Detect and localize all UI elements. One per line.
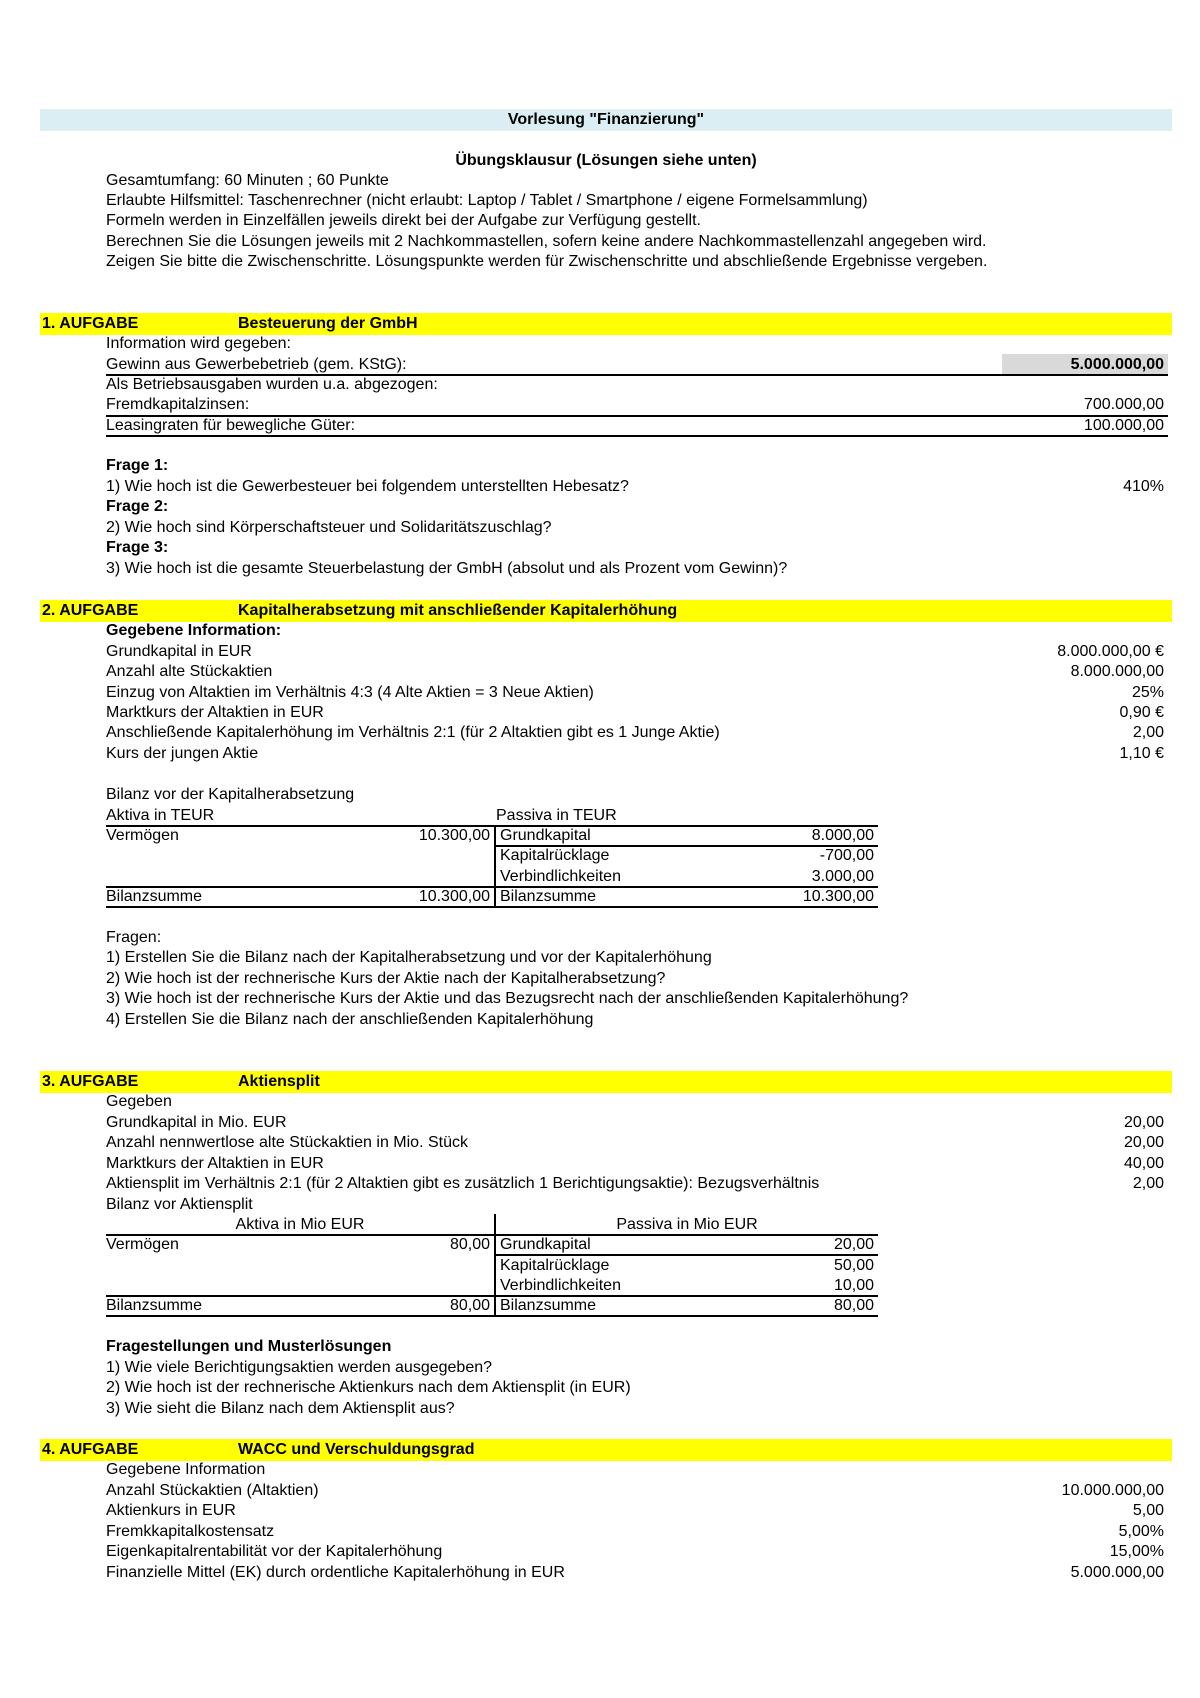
a1-leasing-label: Leasingraten für bewegliche Güter: [106, 417, 356, 434]
a3-passiva-head: Passiva in Mio EUR [616, 1216, 758, 1233]
a4-info: Gegebene Information [106, 1461, 266, 1478]
a4-row-label: Fremkkapitalkostensatz [106, 1523, 275, 1540]
a4-row-label: Anzahl Stückaktien (Altaktien) [106, 1482, 319, 1499]
a1-gewinn-value: 5.000.000,00 [1070, 356, 1164, 373]
bilanz-top-line [106, 825, 878, 827]
a3-row-value: 2,00 [1132, 1175, 1164, 1192]
a3-summe-aktiva-value: 80,00 [449, 1297, 490, 1314]
a2-kr-value: -700,00 [819, 847, 874, 864]
a3-summe-passiva: Bilanzsumme [500, 1297, 597, 1314]
section-band-4 [40, 1439, 1172, 1461]
a3-row-label: Aktiensplit im Verhältnis 2:1 (für 2 Altaktien gibt es zusätzlich 1 Berichtigungsaktie): Bezugsverhältnis [106, 1175, 820, 1192]
a1-info: Information wird gegeben: [106, 335, 291, 352]
section-band-3 [40, 1071, 1172, 1093]
section-title-4: WACC und Verschuldungsgrad [238, 1441, 475, 1458]
a2-vb-value: 3.000,00 [811, 868, 874, 885]
a2-row-label: Anzahl alte Stückaktien [106, 663, 273, 680]
a3-aktiva-head: Aktiva in Mio EUR [235, 1216, 365, 1233]
a2-row-label: Marktkurs der Altaktien in EUR [106, 704, 324, 721]
a4-row-value: 5.000.000,00 [1070, 1564, 1164, 1581]
a4-row-label: Finanzielle Mittel (EK) durch ordentliche Kapitalerhöhung in EUR [106, 1564, 565, 1581]
a3-row-label: Grundkapital in Mio. EUR [106, 1114, 287, 1131]
a3-row-label: Marktkurs der Altaktien in EUR [106, 1155, 324, 1172]
page-title: Vorlesung "Finanzierung" [507, 111, 705, 128]
a3-gk-value: 20,00 [833, 1236, 874, 1253]
a1-gewinn-label: Gewinn aus Gewerbebetrieb (gem. KStG): [106, 356, 407, 373]
a2-summe-aktiva: Bilanzsumme [106, 888, 203, 905]
a3-kr: Kapitalrücklage [500, 1257, 610, 1274]
a2-frage: 1) Erstellen Sie die Bilanz nach der Kapitalherabsetzung und vor der Kapitalerhöhung [106, 949, 712, 966]
a4-row-value: 10.000.000,00 [1061, 1482, 1164, 1499]
a2-kr: Kapitalrücklage [500, 847, 610, 864]
page-subtitle: Übungsklausur (Lösungen siehe unten) [455, 152, 757, 169]
a3-vb: Verbindlichkeiten [500, 1277, 621, 1294]
section-number-2: 2. AUFGABE [42, 602, 139, 619]
a2-passiva-head: Passiva in TEUR [496, 807, 617, 824]
a4-row-label: Eigenkapitalrentabilität vor der Kapitalerhöhung [106, 1543, 443, 1560]
a3-kr-value: 50,00 [833, 1257, 874, 1274]
section-number-1: 1. AUFGABE [42, 315, 139, 332]
bilanz-sum-line [106, 886, 878, 888]
a3-row-value: 20,00 [1123, 1114, 1164, 1131]
a3-fragen-head: Fragestellungen und Musterlösungen [106, 1338, 392, 1355]
a1-frage1-value: 410% [1123, 478, 1164, 495]
a3-frage: 1) Wie viele Berichtigungsaktien werden ausgegeben? [106, 1359, 493, 1376]
a2-row-value: 8.000.000,00 € [1057, 643, 1164, 660]
a2-row-label: Anschließende Kapitalerhöhung im Verhältnis 2:1 (für 2 Altaktien gibt es 1 Junge Aktie) [106, 724, 720, 741]
a2-vermoegen-value: 10.300,00 [418, 827, 490, 844]
a2-row-value: 2,00 [1132, 724, 1164, 741]
section-number-4: 4. AUFGABE [42, 1441, 139, 1458]
a2-row-label: Einzug von Altaktien im Verhältnis 4:3 (4 Alte Aktien = 3 Neue Aktien) [106, 684, 594, 701]
intro-line: Zeigen Sie bitte die Zwischenschritte. Lösungspunkte werden für Zwischenschritte und abschließende Ergebnisse vergeben. [106, 253, 988, 270]
a3-frage: 3) Wie sieht die Bilanz nach dem Aktiensplit aus? [106, 1400, 455, 1417]
a3-vermoegen: Vermögen [106, 1236, 179, 1253]
a3-vb-value: 10,00 [833, 1277, 874, 1294]
section-title-1: Besteuerung der GmbH [238, 315, 418, 332]
a2-bilanz-title: Bilanz vor der Kapitalherabsetzung [106, 786, 355, 803]
a4-row-label: Aktienkurs in EUR [106, 1502, 236, 1519]
bilanz-bottom-line [106, 1315, 878, 1317]
a2-aktiva-head: Aktiva in TEUR [106, 807, 215, 824]
a3-summe-aktiva: Bilanzsumme [106, 1297, 203, 1314]
a3-info: Gegeben [106, 1093, 172, 1110]
intro-line: Berechnen Sie die Lösungen jeweils mit 2 Nachkommastellen, sofern keine andere Nachkommastellenzahl angegeben wird. [106, 233, 987, 250]
a2-summe-passiva: Bilanzsumme [500, 888, 597, 905]
a1-leasing-value: 100.000,00 [1083, 417, 1164, 434]
a3-bilanz-title: Bilanz vor Aktiensplit [106, 1196, 253, 1213]
a2-row-value: 0,90 € [1119, 704, 1164, 721]
a2-fragen-head: Fragen: [106, 929, 162, 946]
a1-frage1-head: Frage 1: [106, 457, 169, 474]
section-title-2: Kapitalherabsetzung mit anschließender Kapitalerhöhung [238, 602, 678, 619]
a2-row-value: 8.000.000,00 [1070, 663, 1164, 680]
a2-info: Gegebene Information: [106, 622, 282, 639]
a4-row-value: 5,00% [1118, 1523, 1164, 1540]
a3-vermoegen-value: 80,00 [449, 1236, 490, 1253]
a3-row-value: 40,00 [1123, 1155, 1164, 1172]
a2-vermoegen: Vermögen [106, 827, 179, 844]
a2-vb: Verbindlichkeiten [500, 868, 621, 885]
a1-frage1-text: 1) Wie hoch ist die Gewerbesteuer bei folgendem unterstellten Hebesatz? [106, 478, 629, 495]
intro-line: Gesamtumfang: 60 Minuten ; 60 Punkte [106, 172, 389, 189]
row-divider [106, 435, 1168, 437]
bilanz-divider [494, 825, 496, 907]
a2-gk: Grundkapital [500, 827, 591, 844]
a2-row-value: 25% [1131, 684, 1164, 701]
a3-summe-passiva-value: 80,00 [833, 1297, 874, 1314]
a4-row-value: 15,00% [1109, 1543, 1164, 1560]
a2-frage: 4) Erstellen Sie die Bilanz nach der anschließenden Kapitalerhöhung [106, 1011, 594, 1028]
section-number-3: 3. AUFGABE [42, 1073, 139, 1090]
a2-row-label: Grundkapital in EUR [106, 643, 252, 660]
a2-frage: 3) Wie hoch ist der rechnerische Kurs der Aktie und das Bezugsrecht nach der anschließenden Kapitalerhöhung? [106, 990, 909, 1007]
a1-frage2-text: 2) Wie hoch sind Körperschaftsteuer und Solidaritätszuschlag? [106, 519, 552, 536]
bilanz-sum-line [106, 1295, 878, 1297]
bilanz-top-line [106, 1234, 878, 1236]
a2-gk-value: 8.000,00 [811, 827, 874, 844]
a1-frage2-head: Frage 2: [106, 498, 169, 515]
a4-row-value: 5,00 [1132, 1502, 1164, 1519]
intro-line: Formeln werden in Einzelfällen jeweils direkt bei der Aufgabe zur Verfügung gestellt. [106, 212, 701, 229]
a3-row-label: Anzahl nennwertlose alte Stückaktien in Mio. Stück [106, 1134, 468, 1151]
a2-row-label: Kurs der jungen Aktie [106, 745, 259, 762]
a1-fk-label: Fremdkapitalzinsen: [106, 396, 250, 413]
section-title-3: Aktiensplit [238, 1073, 320, 1090]
bilanz-bottom-line [106, 906, 878, 908]
a3-gk: Grundkapital [500, 1236, 591, 1253]
a1-frage3-head: Frage 3: [106, 539, 169, 556]
intro-line: Erlaubte Hilfsmittel: Taschenrechner (nicht erlaubt: Laptop / Tablet / Smartphone / eigene Formelsammlung) [106, 192, 868, 209]
a1-ausgaben: Als Betriebsausgaben wurden u.a. abgezogen: [106, 376, 438, 393]
a3-row-value: 20,00 [1123, 1134, 1164, 1151]
a2-row-value: 1,10 € [1119, 745, 1164, 762]
a2-frage: 2) Wie hoch ist der rechnerische Kurs der Aktie nach der Kapitalherabsetzung? [106, 970, 666, 987]
a1-frage3-text: 3) Wie hoch ist die gesamte Steuerbelastung der GmbH (absolut und als Prozent vom Gewinn)? [106, 560, 788, 577]
a2-summe-aktiva-value: 10.300,00 [418, 888, 490, 905]
a2-summe-passiva-value: 10.300,00 [802, 888, 874, 905]
a1-fk-value: 700.000,00 [1083, 396, 1164, 413]
section-band-1 [40, 313, 1172, 335]
a3-frage: 2) Wie hoch ist der rechnerische Aktienkurs nach dem Aktiensplit (in EUR) [106, 1379, 631, 1396]
